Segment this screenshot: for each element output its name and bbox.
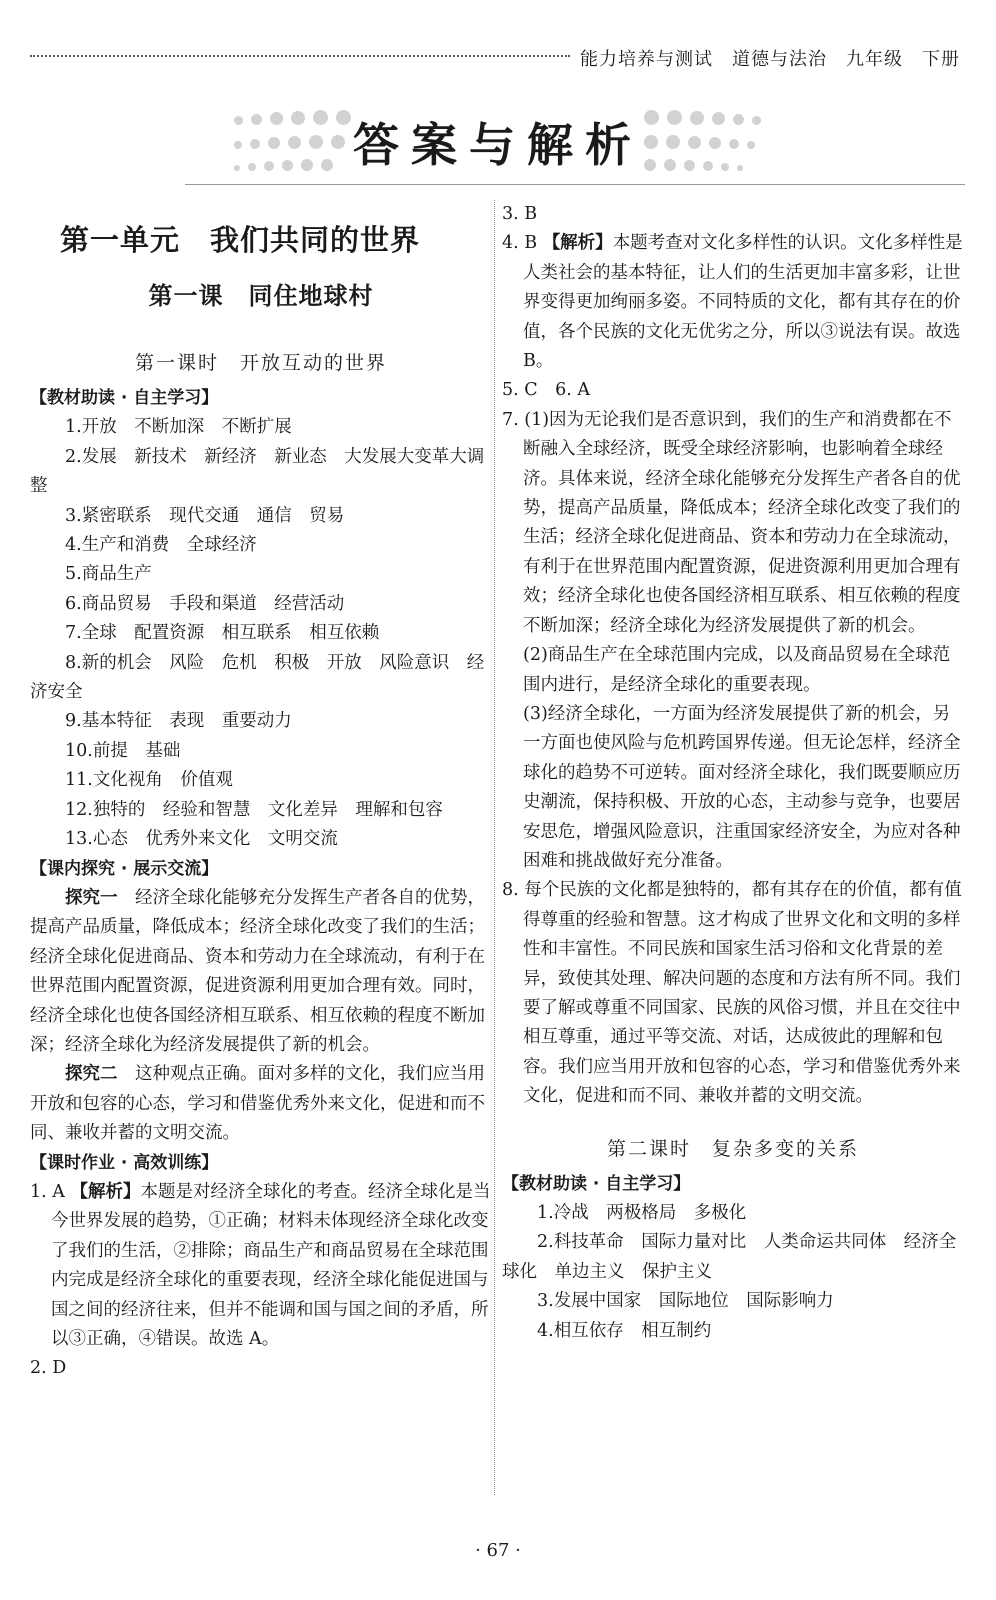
analysis-tag: 【解析】	[542, 233, 613, 254]
explore-two-text: 这种观点正确。面对多样的文化，我们应当用开放和包容的心态，学习和借鉴优秀外来文化，促进和而不同、兼收并蓄的文明交流。	[30, 1064, 485, 1144]
list-item: 9.基本特征 表现 重要动力	[65, 711, 292, 732]
section-heading: 【课时作业 · 高效训练】	[30, 1152, 219, 1173]
list-item: 2.科技革命 国际力量对比 人类命运共同体 经济全球化 单边主义 保护主义	[502, 1232, 957, 1282]
period-title-2: 第二课时 复杂多变的关系	[606, 1137, 859, 1160]
unit-title: 第一单元 我们共同的世界	[60, 223, 421, 257]
explore-two	[30, 1060, 492, 1148]
column-divider	[494, 200, 495, 1495]
lesson-title: 第一课 同住地球村	[148, 282, 374, 310]
explore-one-text: 经济全球化能够充分发挥生产者各自的优势，提高产品质量，降低成本；经济全球化改变了我们的生活；经济全球化促进商品、资本和劳动力在全球流动，有利于在世界范围内配置资源，促进资源利用更加合理有效。同时，经济全球化也使各国经济相互联系、相互依赖的程度不断加深；经济全球化为经济发展提供了新的机会。	[30, 887, 485, 1055]
list-item: 7.全球 配置资源 相互联系 相互依赖	[65, 623, 380, 644]
answer-4	[502, 229, 964, 376]
list-item: 1.冷战 两极格局 多极化	[537, 1203, 747, 1223]
list-item: 1.开放 不断加深 不断扩展	[65, 417, 292, 438]
answer-4-text: 本题考查对文化多样性的认识。文化多样性是人类社会的基本特征，让人们的生活更加丰富多彩，让世界变得更加绚丽多姿。不同特质的文化，都有其存在的价值，各个民族的文化无优劣之分，所以③说法有误。故选 B。	[523, 233, 963, 372]
section-heading: 【教材助读 · 自主学习】	[30, 388, 219, 408]
list-item: 4.生产和消费 全球经济	[65, 535, 257, 556]
list-item: 4.相互依存 相互制约	[537, 1320, 712, 1341]
list-item: 3.紧密联系 现代交通 通信 贸易	[65, 505, 345, 526]
right-column	[502, 200, 964, 1346]
period-title: 第一课时 开放互动的世界	[134, 352, 387, 374]
answer-7-part-3: (3)经济全球化，一方面为经济发展提供了新的机会，另一方面也使风险与危机跨国界传递。但无论怎样，经济全球化的趋势不可逆转。面对经济全球化，我们既要顺应历史潮流，保持积极、开放的心态，主动参与竞争，也要居安思危，增强风险意识，注重国家经济安全，为应对各种困难和挑战做好充分准备。	[523, 703, 961, 871]
answer-4-head: 4. B	[502, 233, 543, 254]
explore-two-label: 探究二	[65, 1064, 118, 1085]
header-text: 能力培养与测试 道德与法治 九年级 下册	[580, 49, 960, 70]
list-item: 5.商品生产	[65, 564, 152, 585]
answer-1-head: 1. A	[30, 1181, 71, 1202]
answer-5-6: 5. C 6. A	[502, 380, 591, 401]
left-column	[30, 200, 492, 1384]
answer-1-text: 本题是对经济全球化的考查。经济全球化是当今世界发展的趋势，①正确；材料未体现经济全球化改变了我们的生活，②排除；商品生产和商品贸易在全球范围内完成是经济全球化的重要表现，经济全球化能促进国与国之间的经济往来，但并不能调和国与国之间的矛盾，所以③正确，④错误。故选 A。	[51, 1181, 491, 1349]
explore-one	[30, 884, 492, 1060]
answer-list	[30, 413, 492, 854]
page-title: 答案与解析	[353, 118, 643, 172]
section-heading: 【教材助读 · 自主学习】	[502, 1173, 691, 1194]
section-heading: 【课内探究 · 展示交流】	[30, 858, 219, 879]
answer-1	[30, 1178, 492, 1354]
list-item: 10.前提 基础	[65, 740, 181, 761]
explore-one-label: 探究一	[65, 887, 118, 908]
list-item: 8.新的机会 风险 危机 积极 开放 风险意识 经济安全	[30, 652, 485, 703]
title-rule	[185, 184, 965, 185]
title-banner	[0, 105, 996, 185]
list-item: 3.发展中国家 国际地位 国际影响力	[537, 1291, 834, 1312]
list-item: 2.发展 新技术 新经济 新业态 大发展大变革大调整	[30, 446, 485, 497]
list-item: 13.心态 优秀外来文化 文明交流	[65, 829, 338, 850]
running-header	[30, 45, 960, 71]
answer-list-2	[502, 1199, 964, 1346]
list-item: 11.文化视角 价值观	[65, 770, 233, 791]
answer-3: 3. B	[502, 204, 538, 224]
answer-2: 2. D	[30, 1358, 67, 1379]
list-item: 6.商品贸易 手段和渠道 经营活动	[65, 593, 345, 614]
answer-8: 8. 每个民族的文化都是独特的，都有其存在的价值，都有值得尊重的经验和智慧。这才构成了世界文化和文明的多样性和丰富性。不同民族和国家生活习俗和文化背景的差异，致使其处理、解决问题的态度和方法有所不同。我们要了解或尊重不同国家、民族的风俗习惯，并且在交往中相互尊重，通过平等交流、对话，达成彼此的理解和包容。我们应当用开放和包容的心态，学习和借鉴优秀外来文化，促进和而不同、兼收并蓄的文明交流。	[502, 880, 962, 1107]
header-dots	[30, 55, 570, 57]
analysis-tag: 【解析】	[70, 1181, 141, 1202]
answer-7-part-2: (2)商品生产在全球范围内完成，以及商品贸易在全球范围内进行，是经济全球化的重要表现。	[523, 645, 951, 695]
answer-7-part-1: 7. (1)因为无论我们是否意识到，我们的生产和消费都在不断融入全球经济，既受全球经济影响，也影响着全球经济。具体来说，经济全球化能够充分发挥生产者各自的优势，提高产品质量，降低成本；经济全球化改变了我们的生活；经济全球化促进商品、资本和劳动力在全球流动，有利于在世界范围内配置资源，促进资源利用更加合理有效；经济全球化也使各国经济相互联系、相互依赖的程度不断加深；经济全球化为经济发展提供了新的机会。	[502, 409, 961, 636]
right-dot-decoration	[640, 107, 765, 178]
page-number: · 67 ·	[475, 1540, 521, 1561]
list-item: 12.独特的 经验和智慧 文化差异 理解和包容	[65, 799, 443, 820]
